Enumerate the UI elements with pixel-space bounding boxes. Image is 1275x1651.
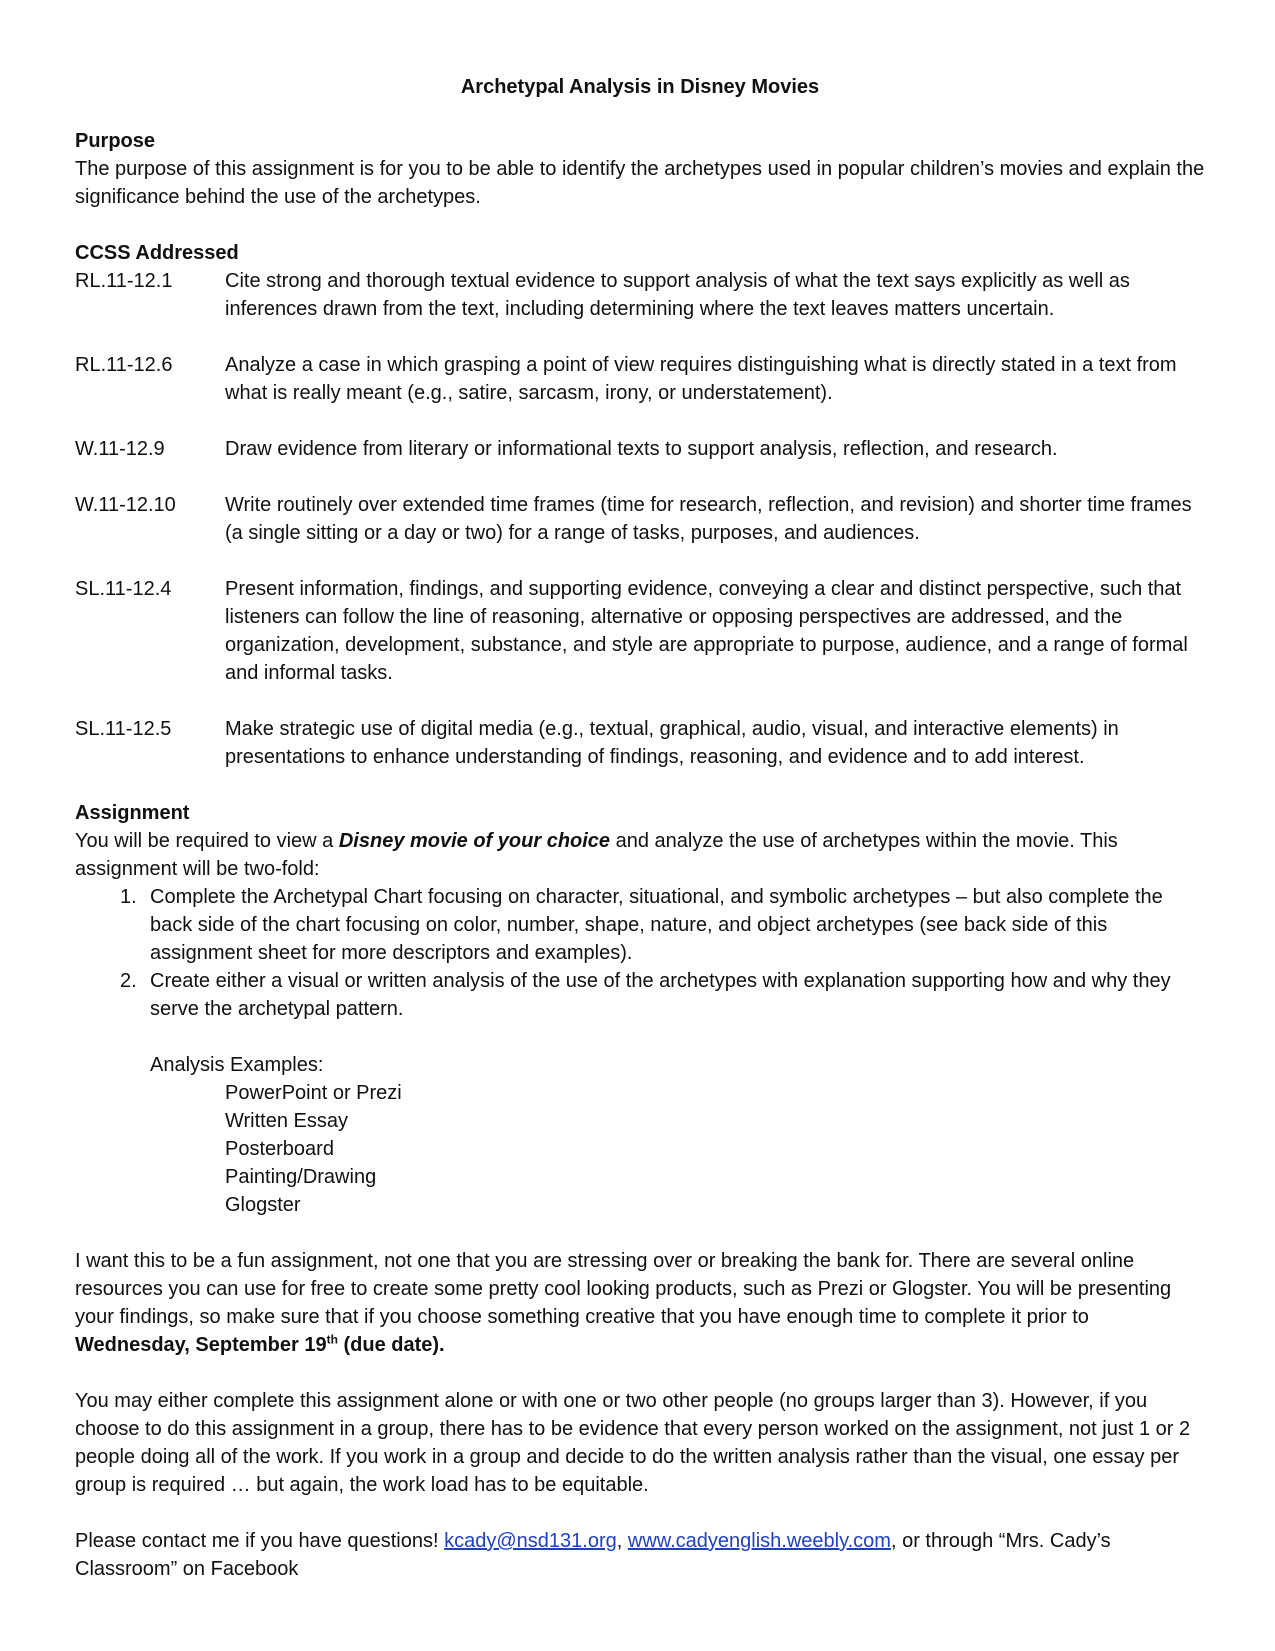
standard-row xyxy=(75,491,1205,547)
example-item: Glogster xyxy=(225,1194,301,1216)
contact-after: , or through “Mrs. Cady’s Classroom” on Facebook xyxy=(75,1530,1111,1580)
standard-code: RL.11-12.1 xyxy=(75,270,173,292)
assignment-steps xyxy=(75,883,1205,1023)
step-number: 1. xyxy=(120,886,137,908)
list-item xyxy=(75,883,1205,967)
contact-paragraph xyxy=(75,1527,1205,1583)
standard-row xyxy=(75,435,1205,463)
due-date-note: (due date). xyxy=(337,1334,445,1356)
fun-text: I want this to be a fun assignment, not one that you are stressing over or breaking the bank for. There are several online resources you can use for free to create some pretty cool looking products, such as Prezi or Glogster. You will be presenting your findings, so make sure that if you choose something creative that you have enough time to complete it prior to xyxy=(75,1250,1172,1328)
assignment-intro-after: and analyze the use of archetypes within the movie. This assignment will be two-fold: xyxy=(75,830,1118,880)
spacer xyxy=(75,1359,1205,1387)
fun-paragraph xyxy=(75,1247,1205,1359)
spacer xyxy=(75,101,1205,127)
contact-separator: , xyxy=(616,1530,628,1552)
examples-list xyxy=(75,1079,1205,1219)
standard-text: Present information, findings, and supporting evidence, conveying a clear and distinct perspective, such that listeners can follow the line of reasoning, alternative or opposing perspectives are addressed, and the organization, development, substance, and style are appropriate to purpose, audience, and a range of formal and informal tasks. xyxy=(225,578,1188,684)
spacer xyxy=(75,323,1205,351)
assignment-heading: Assignment xyxy=(75,802,190,824)
example-item: PowerPoint or Prezi xyxy=(225,1082,402,1104)
due-date-suffix: th xyxy=(326,1332,338,1347)
website-link[interactable]: www.cadyenglish.weebly.com xyxy=(627,1530,891,1552)
standard-row xyxy=(75,351,1205,407)
standard-text: Analyze a case in which grasping a point of view requires distinguishing what is directly stated in a text from what is really meant (e.g., satire, sarcasm, irony, or understatement). xyxy=(225,354,1177,404)
step-number: 2. xyxy=(120,970,137,992)
contact-before: Please contact me if you have questions! xyxy=(75,1530,445,1552)
document-page xyxy=(75,73,1205,1583)
spacer xyxy=(75,1499,1205,1527)
standard-code: RL.11-12.6 xyxy=(75,354,173,376)
standard-text: Make strategic use of digital media (e.g., textual, graphical, audio, visual, and interactive elements) in presentations to enhance understanding of findings, reasoning, and evidence and to add interest. xyxy=(225,718,1119,768)
spacer xyxy=(75,547,1205,575)
spacer xyxy=(75,687,1205,715)
standard-text: Write routinely over extended time frames (time for research, reflection, and revision) and shorter time frames (a single sitting or a day or two) for a range of tasks, purposes, and audiences. xyxy=(225,494,1192,544)
due-date xyxy=(75,1334,445,1356)
example-item: Written Essay xyxy=(225,1110,348,1132)
ccss-heading: CCSS Addressed xyxy=(75,242,239,264)
spacer xyxy=(75,211,1205,239)
spacer xyxy=(75,463,1205,491)
example-item: Posterboard xyxy=(225,1138,334,1160)
standard-text: Draw evidence from literary or informational texts to support analysis, reflection, and research. xyxy=(225,438,1058,460)
due-date-text: Wednesday, September 19 xyxy=(75,1334,327,1356)
examples-label: Analysis Examples: xyxy=(150,1054,324,1076)
email-link[interactable]: kcady@nsd131.org xyxy=(444,1530,617,1552)
spacer xyxy=(75,1023,1205,1051)
example-item: Painting/Drawing xyxy=(225,1166,377,1188)
standard-row xyxy=(75,575,1205,687)
step-text: Complete the Archetypal Chart focusing on character, situational, and symbolic archetypes – but also complete the back side of the chart focusing on color, number, shape, nature, and object archetypes (see back side of this assignment sheet for more descriptors and examples). xyxy=(150,886,1163,964)
standard-code: W.11-12.10 xyxy=(75,494,176,516)
standard-row xyxy=(75,715,1205,771)
step-text: Create either a visual or written analysis of the use of the archetypes with explanation supporting how and why they serve the archetypal pattern. xyxy=(150,970,1171,1020)
assignment-intro-emphasis: Disney movie of your choice xyxy=(338,830,611,852)
purpose-text: The purpose of this assignment is for you to be able to identify the archetypes used in popular children’s movies and explain the significance behind the use of the archetypes. xyxy=(75,158,1205,208)
document-title: Archetypal Analysis in Disney Movies xyxy=(460,76,820,98)
list-item xyxy=(75,967,1205,1023)
assignment-intro xyxy=(75,827,1205,883)
standard-row xyxy=(75,267,1205,323)
spacer xyxy=(75,1219,1205,1247)
standard-code: SL.11-12.5 xyxy=(75,718,172,740)
assignment-intro-before: You will be required to view a xyxy=(75,830,339,852)
groups-paragraph: You may either complete this assignment alone or with one or two other people (no groups larger than 3). However, if you choose to do this assignment in a group, there has to be evidence that every person worked on the assignment, not just 1 or 2 people doing all of the work. If you work in a group and decide to do the written analysis rather than the visual, one essay per group is required … but again, the work load has to be equitable. xyxy=(75,1390,1191,1496)
purpose-heading: Purpose xyxy=(75,130,156,152)
standard-code: SL.11-12.4 xyxy=(75,578,172,600)
spacer xyxy=(75,771,1205,799)
standard-code: W.11-12.9 xyxy=(75,438,165,460)
spacer xyxy=(75,407,1205,435)
standard-text: Cite strong and thorough textual evidence to support analysis of what the text says explicitly as well as inferences drawn from the text, including determining where the text leaves matters uncertain. xyxy=(225,270,1130,320)
